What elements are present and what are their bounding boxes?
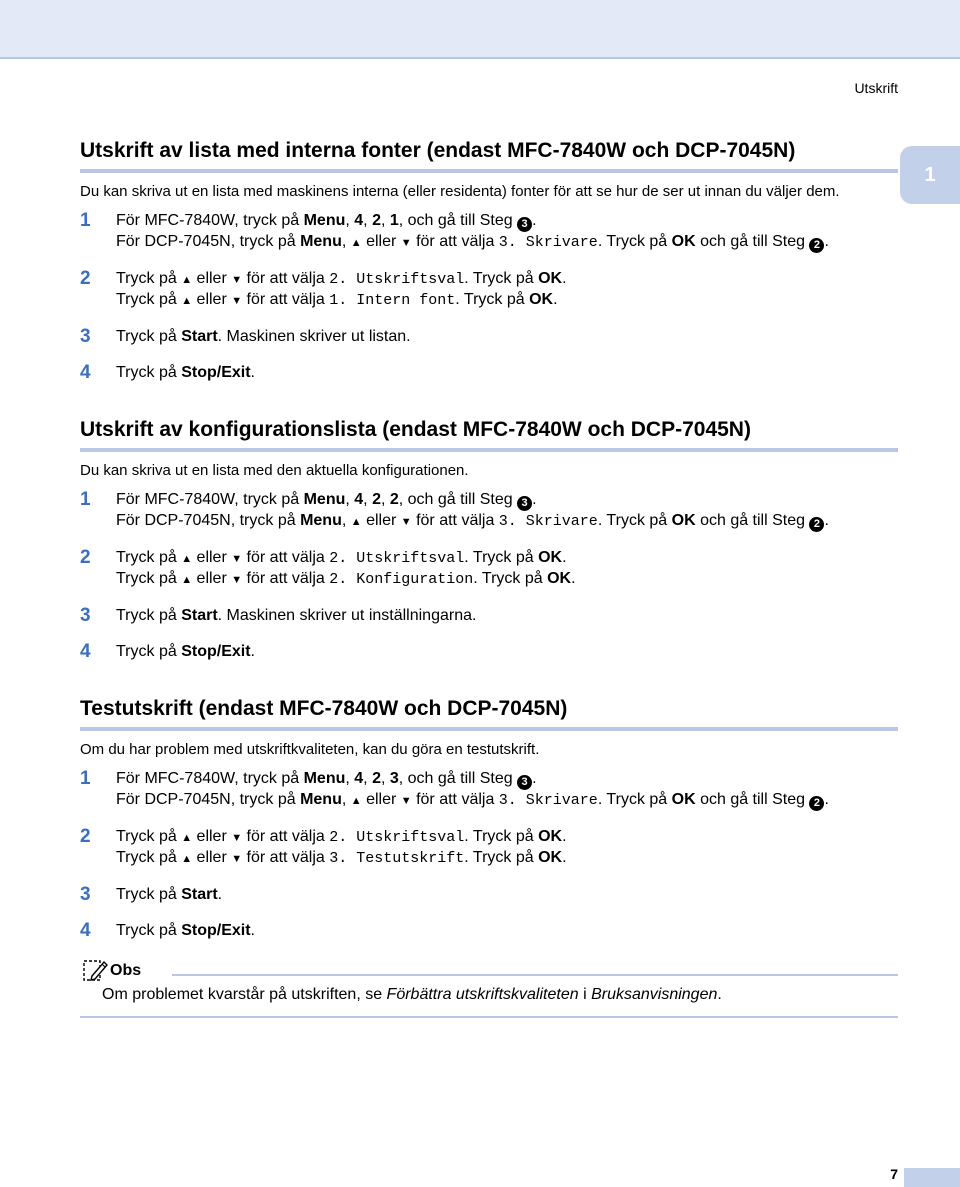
down-arrow-icon: ▼ (231, 853, 243, 865)
up-arrow-icon: ▲ (181, 553, 193, 565)
ok-key: OK (529, 291, 554, 308)
page-tab (904, 1168, 960, 1187)
lcd-option: 1. Intern font (329, 292, 456, 309)
step-1 (80, 211, 898, 253)
ok-key: OK (538, 270, 563, 287)
step-line: Tryck på ▲ eller ▼ för att välja 2. Utskriftsval. Tryck på OK. (116, 828, 567, 846)
down-arrow-icon: ▼ (400, 795, 412, 807)
menu-code: 2 (372, 491, 381, 508)
step-line: Tryck på ▲ eller ▼ för att välja 2. Utskriftsval. Tryck på OK. (116, 270, 567, 288)
menu-code: 3 (389, 770, 399, 787)
ok-key: OK (671, 233, 696, 250)
stop-exit-key: Stop/Exit (181, 643, 251, 660)
menu-code: 4 (354, 491, 364, 508)
up-arrow-icon: ▲ (350, 237, 362, 249)
note-ref-title: Förbättra utskriftskvaliteten (386, 986, 579, 1003)
step-line: Tryck på Start. Maskinen skriver ut listan. (116, 328, 411, 345)
lcd-option: 3. Skrivare (498, 792, 598, 809)
menu-code: 2 (372, 212, 381, 229)
menu-key: Menu (303, 770, 346, 787)
step-number: 4 (80, 920, 91, 941)
section-title: Utskrift av konfigurationslista (endast MFC-7840W och DCP-7045N) (80, 417, 898, 452)
step-list (80, 769, 898, 941)
step-list (80, 211, 898, 383)
lcd-option: 2. Utskriftsval (329, 271, 465, 288)
step-line: Tryck på Stop/Exit. (116, 643, 255, 660)
lcd-option: 2. Utskriftsval (329, 829, 465, 846)
menu-key: Menu (300, 791, 342, 808)
up-arrow-icon: ▲ (181, 295, 193, 307)
step-number: 3 (80, 326, 91, 347)
note-label: Obs (110, 962, 142, 979)
menu-key: Menu (300, 233, 342, 250)
note-text: Om problemet kvarstår på utskriften, se Förbättra utskriftskvaliteten i Bruksanvisningen. (102, 986, 722, 1003)
step-number: 3 (80, 605, 91, 626)
stop-exit-key: Stop/Exit (181, 922, 251, 939)
step-line: Tryck på Start. (116, 886, 223, 903)
step-number: 2 (80, 268, 91, 289)
step-4 (80, 363, 898, 383)
section-font-list (80, 138, 898, 399)
up-arrow-icon: ▲ (181, 574, 193, 586)
stop-exit-key: Stop/Exit (181, 364, 251, 381)
section-title: Utskrift av lista med interna fonter (endast MFC-7840W och DCP-7045N) (80, 138, 898, 173)
step-3 (80, 885, 898, 905)
note-rule (172, 974, 898, 976)
up-arrow-icon: ▲ (181, 853, 193, 865)
lcd-option: 3. Skrivare (498, 513, 598, 530)
running-header: Utskrift (854, 80, 898, 96)
menu-code: 2 (372, 770, 381, 787)
section-intro: Du kan skriva ut en lista med maskinens interna (eller residenta) fonter för att se hur de ser ut innan du väljer dem. (80, 183, 840, 200)
step-ref-3: 3 (517, 775, 532, 790)
ok-key: OK (671, 512, 696, 529)
step-number: 4 (80, 641, 91, 662)
section-test-print (80, 696, 898, 957)
step-number: 1 (80, 768, 91, 789)
ok-key: OK (538, 849, 563, 866)
down-arrow-icon: ▼ (231, 295, 243, 307)
up-arrow-icon: ▲ (181, 832, 193, 844)
step-line: Tryck på Stop/Exit. (116, 922, 255, 939)
menu-code: 2 (389, 491, 399, 508)
note-pencil-icon (82, 958, 108, 987)
step-line: För MFC-7840W, tryck på Menu, 4, 2, 2, och gå till Steg 3 . (116, 491, 537, 509)
down-arrow-icon: ▼ (231, 832, 243, 844)
step-line: Tryck på ▲ eller ▼ för att välja 2. Utskriftsval. Tryck på OK. (116, 549, 567, 567)
lcd-option: 2. Konfiguration (329, 571, 474, 588)
step-number: 4 (80, 362, 91, 383)
start-key: Start (181, 328, 218, 345)
page-number: 7 (890, 1166, 898, 1182)
step-line: Tryck på ▲ eller ▼ för att välja 1. Intern font. Tryck på OK. (116, 291, 558, 309)
start-key: Start (181, 886, 218, 903)
step-2 (80, 269, 898, 311)
step-ref-3: 3 (517, 496, 532, 511)
step-line: För MFC-7840W, tryck på Menu, 4, 2, 3, och gå till Steg 3 . (116, 770, 537, 788)
step-line: Tryck på ▲ eller ▼ för att välja 3. Testutskrift. Tryck på OK. (116, 849, 567, 867)
ok-key: OK (671, 791, 696, 808)
lcd-option: 3. Testutskrift (329, 850, 465, 867)
step-number: 2 (80, 547, 91, 568)
down-arrow-icon: ▼ (231, 274, 243, 286)
section-intro: Du kan skriva ut en lista med den aktuella konfigurationen. (80, 462, 469, 479)
section-intro: Om du har problem med utskriftkvaliteten, kan du göra en testutskrift. (80, 741, 540, 758)
step-line: Tryck på Stop/Exit. (116, 364, 255, 381)
ok-key: OK (538, 549, 563, 566)
down-arrow-icon: ▼ (231, 574, 243, 586)
lcd-option: 2. Utskriftsval (329, 550, 465, 567)
step-2 (80, 548, 898, 590)
header-band (0, 0, 960, 59)
step-line: För MFC-7840W, tryck på Menu, 4, 2, 1, och gå till Steg 3 . (116, 212, 537, 230)
step-line: För DCP-7045N, tryck på Menu, ▲ eller ▼ för att välja 3. Skrivare. Tryck på OK och gå till Steg 2 . (116, 512, 829, 530)
up-arrow-icon: ▲ (350, 516, 362, 528)
step-line: För DCP-7045N, tryck på Menu, ▲ eller ▼ för att välja 3. Skrivare. Tryck på OK och gå till Steg 2 . (116, 791, 829, 809)
step-number: 1 (80, 210, 91, 231)
ok-key: OK (538, 828, 563, 845)
step-number: 1 (80, 489, 91, 510)
menu-key: Menu (303, 491, 346, 508)
menu-code: 4 (354, 212, 364, 229)
chapter-tab: 1 (900, 146, 960, 204)
down-arrow-icon: ▼ (400, 516, 412, 528)
step-line: Tryck på ▲ eller ▼ för att välja 2. Konfiguration. Tryck på OK. (116, 570, 576, 588)
step-list (80, 490, 898, 662)
step-ref-2: 2 (809, 796, 824, 811)
section-config-list (80, 417, 898, 678)
step-number: 3 (80, 884, 91, 905)
step-number: 2 (80, 826, 91, 847)
up-arrow-icon: ▲ (350, 795, 362, 807)
menu-code: 4 (354, 770, 364, 787)
note-ref-manual: Bruksanvisningen (591, 986, 718, 1003)
step-ref-2: 2 (809, 517, 824, 532)
ok-key: OK (547, 570, 572, 587)
step-line: För DCP-7045N, tryck på Menu, ▲ eller ▼ för att välja 3. Skrivare. Tryck på OK och gå till Steg 2 . (116, 233, 829, 251)
step-4 (80, 921, 898, 941)
step-line: Tryck på Start. Maskinen skriver ut inställningarna. (116, 607, 477, 624)
note-box (80, 958, 898, 1018)
step-3 (80, 327, 898, 347)
step-1 (80, 490, 898, 532)
step-1 (80, 769, 898, 811)
step-ref-3: 3 (517, 217, 532, 232)
step-ref-2: 2 (809, 238, 824, 253)
start-key: Start (181, 607, 218, 624)
step-3 (80, 606, 898, 626)
menu-code: 1 (389, 212, 399, 229)
lcd-option: 3. Skrivare (498, 234, 598, 251)
step-4 (80, 642, 898, 662)
down-arrow-icon: ▼ (400, 237, 412, 249)
down-arrow-icon: ▼ (231, 553, 243, 565)
section-title: Testutskrift (endast MFC-7840W och DCP-7045N) (80, 696, 898, 731)
up-arrow-icon: ▲ (181, 274, 193, 286)
note-header (80, 958, 898, 984)
menu-key: Menu (303, 212, 346, 229)
step-2 (80, 827, 898, 869)
menu-key: Menu (300, 512, 342, 529)
